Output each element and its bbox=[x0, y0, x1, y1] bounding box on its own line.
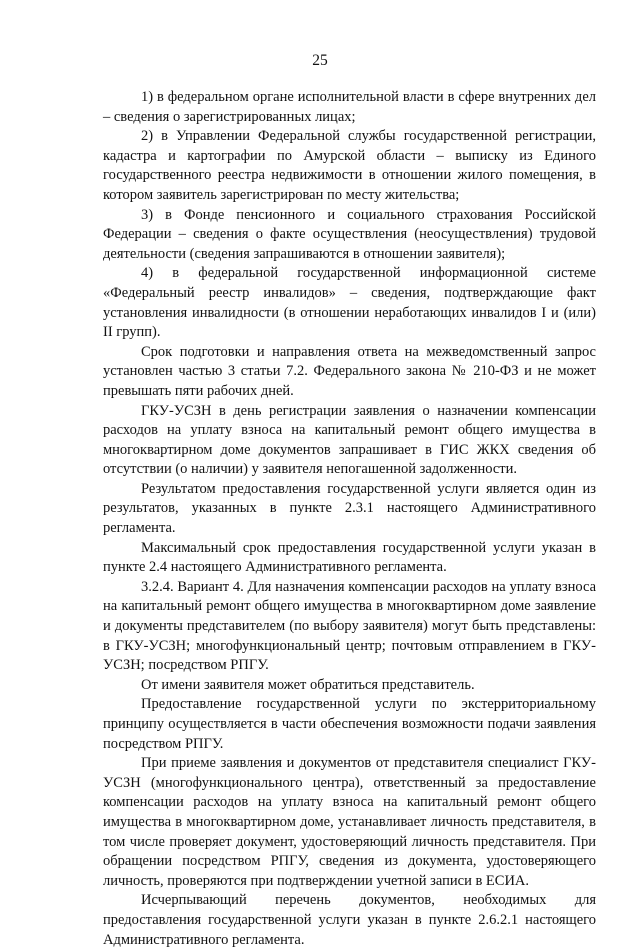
paragraph-identity-check: При приеме заявления и документов от представителя специалист ГКУ-УСЗН (многофункционального центра), ответственный за предоставление компенсации расходов на уплату взноса на капитальный ремонт общего имущества в многоквартирном доме, устанавливает личность представителя, в том числе проверяет документ, удостоверяющий личность представителя. При обращении посредством РПГУ, сведения из документа, удостоверяющего личность, проверяются при подтверждении учетной записи в ЕСИА. bbox=[103, 755, 596, 889]
paragraph-representative: От имени заявителя может обратиться представитель. bbox=[141, 676, 475, 693]
paragraph-variant-4: 3.2.4. Вариант 4. Для назначения компенсации расходов на уплату взноса на капитальный ремонт общего имущества в многоквартирном доме заявление и документы представителем (по выбору заявителя) могут быть представлены: в ГКУ-УСЗН; многофункциональный центр; почтовым отправлением в ГКУ-УСЗН; посредством РПГУ. bbox=[103, 578, 596, 674]
paragraph-source-disability-registry: 4) в федеральной государственной информационной системе «Федеральный реестр инвалидов» – сведения, подтверждающие факт установления инвалидности (в отношении неработающих инвалидов I и (или) II групп). bbox=[103, 265, 596, 341]
page-number: 25 bbox=[312, 52, 328, 69]
document-body bbox=[103, 88, 596, 950]
paragraph-extraterritorial: Предоставление государственной услуги по экстерриториальному принципу осуществляется в части обеспечения возможности подачи заявления посредством РПГУ. bbox=[103, 696, 596, 752]
paragraph-gis-housing-request: ГКУ-УСЗН в день регистрации заявления о назначении компенсации расходов на уплату взноса на капитальный ремонт общего имущества в многоквартирном доме документов запрашивает в ГИС ЖКХ сведения об отсутствии (о наличии) у заявителя непогашенной задолженности. bbox=[103, 402, 596, 478]
paragraph-response-deadline: Срок подготовки и направления ответа на межведомственный запрос установлен частью 3 статьи 7.2. Федерального закона № 210-ФЗ и не может превышать пяти рабочих дней. bbox=[103, 343, 596, 399]
paragraph-service-result: Результатом предоставления государственной услуги является один из результатов, указанных в пункте 2.3.1 настоящего Административного регламента. bbox=[103, 480, 596, 537]
paragraph-max-term: Максимальный срок предоставления государственной услуги указан в пункте 2.4 настоящего Административного регламента. bbox=[103, 539, 596, 576]
paragraph-documents-list: Исчерпывающий перечень документов, необходимых для предоставления государственной услуги указан в пункте 2.6.2.1 настоящего Административного регламента. bbox=[103, 892, 596, 948]
paragraph-source-social-fund: 3) в Фонде пенсионного и социального страхования Российской Федерации – сведения о факте осуществления (неосуществления) трудовой деятельности (сведения запрашиваются в отношении заявителя); bbox=[103, 206, 596, 262]
paragraph-source-rosreestr: 2) в Управлении Федеральной службы государственной регистрации, кадастра и картографии по Амурской области – выписку из Единого государственного реестра недвижимости в отношении жилого помещения, в котором заявитель зарегистрирован по месту жительства; bbox=[103, 128, 596, 203]
paragraph-source-interior: 1) в федеральном органе исполнительной власти в сфере внутренних дел – сведения о зарегистрированных лицах; bbox=[103, 89, 596, 125]
